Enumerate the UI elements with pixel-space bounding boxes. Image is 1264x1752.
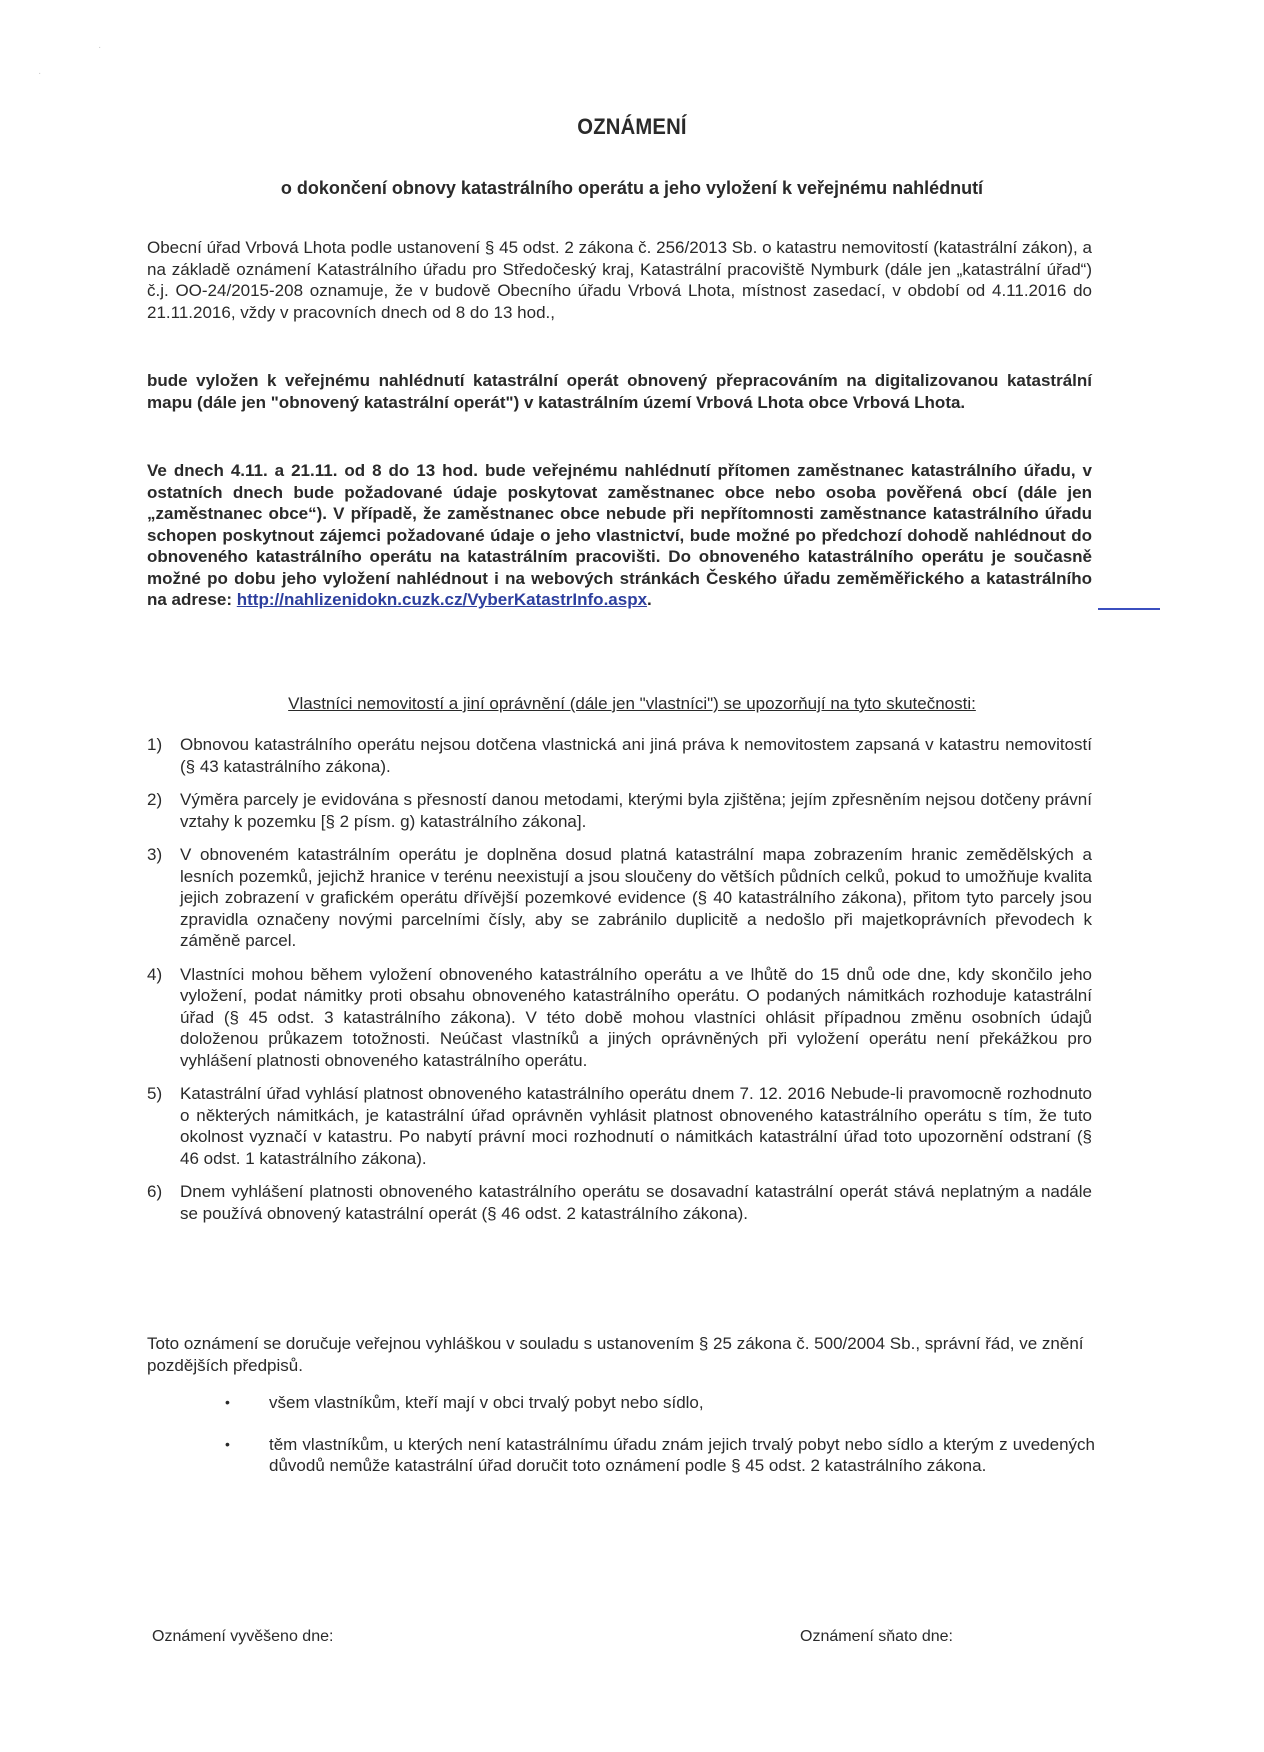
bold-paragraph-details	[147, 460, 1092, 611]
bullet-item	[225, 1434, 1095, 1477]
bullet-item-text: těm vlastníkům, u kterých není katastrálnímu úřadu znám jejich trvalý pobyt nebo sídlo a kterým z uvedených důvodů nemůže katastrální úřad doručit toto oznámení podle § 45 odst. 2 katastrálního zákona.	[269, 1434, 1095, 1475]
list-item-text: Katastrální úřad vyhlásí platnost obnoveného katastrálního operátu dnem 7. 12. 2016 Nebude-li pravomocně rozhodnuto o některých námitkách, je katastrální úřad oprávněn vyhlásit platnost obnoveného katastrálního operátu s tím, že tuto okolnost vyznačí v katastru. Po nabytí právní moci rozhodnutí o námitkách katastrální úřad toto upozornění odstraní (§ 46 odst. 1 katastrálního zákona).	[180, 1084, 1092, 1168]
scan-artifact: ·	[98, 42, 102, 53]
list-item	[147, 789, 1092, 832]
list-item-text: V obnoveném katastrálním operátu je doplněna dosud platná katastrální mapa zobrazením hranic zemědělských a lesních pozemků, jejichž hranice v terénu neexistují a jsou sloučeny do větších půdních celků, pokud to umožňuje kvalita jejich zobrazení v grafickém operátu dřívější pozemkové evidence (§ 40 katastrálního zákona), přitom tyto parcely jsou zpravidla označeny novými parcelními čísly, aby se zabránilo duplicitě a nedošlo při majetkoprávních převodech k záměně parcel.	[180, 845, 1092, 950]
list-number: 1)	[147, 735, 163, 754]
bullet-icon: •	[225, 1394, 230, 1410]
list-number: 4)	[147, 964, 163, 984]
notice-heading: Vlastníci nemovitostí a jiní oprávnění (dále jen "vlastníci") se upozorňují na tyto skutečnosti:	[288, 694, 976, 713]
list-number: 6)	[147, 1182, 163, 1201]
list-number: 2)	[147, 790, 163, 809]
list-item-text: Obnovou katastrálního operátu nejsou dotčena vlastnická ani jiná práva k nemovitostem zapsaná v katastru nemovitostí (§ 43 katastrálního zákona).	[180, 735, 1092, 776]
link-suffix: .	[647, 590, 652, 609]
intro-paragraph: Obecní úřad Vrbová Lhota podle ustanovení § 45 odst. 2 zákona č. 256/2013 Sb. o katastru nemovitostí (katastrální zákon), a na základě oznámení Katastrálního úřadu pro Středočeský kraj, Katastrální pracoviště Nymburk (dále jen „katastrální úřad“) č.j. OO-24/2015-208 oznamuje, že v budově Obecního úřadu Vrbová Lhota, místnost zasedací, v období od 4.11.2016 do 21.11.2016, vždy v pracovních dnech od 8 do 13 hod.,	[147, 238, 1092, 322]
bold-paragraph-display: bude vyložen k veřejnému nahlédnutí katastrální operát obnovený přepracováním na digitalizovanou katastrální mapu (dále jen "obnovený katastrální operát") v katastrálním území Vrbová Lhota obce Vrbová Lhota.	[147, 371, 1092, 412]
bullet-item	[225, 1392, 1095, 1414]
scan-artifact: ·	[38, 68, 42, 79]
list-item	[147, 844, 1092, 952]
removed-date-label: Oznámení sňato dne:	[800, 1628, 953, 1645]
bullet-list	[225, 1392, 1095, 1497]
list-item	[147, 964, 1092, 1072]
list-number: 3)	[147, 845, 163, 864]
list-item-text: Vlastníci mohou během vyložení obnoveného katastrálního operátu a ve lhůtě do 15 dnů ode dne, kdy skončilo jeho vyložení, podat námitky proti obsahu obnoveného katastrálního operátu. O podaných námitkách rozhoduje katastrální úřad (§ 45 odst. 3 katastrálního zákona). V této době mohou vlastníci ohlásit případnou změnu osobních údajů doloženou průkazem totožnosti. Neúčast vlastníků a jiných oprávněných při vyložení operátu není překážkou pro vyhlášení platnosti obnoveného katastrálního operátu.	[180, 964, 1092, 1070]
cuzk-link[interactable]: http://nahlizenidokn.cuzk.cz/VyberKatastrInfo.aspx	[236, 590, 648, 609]
document-subtitle: o dokončení obnovy katastrálního operátu a jeho vyložení k veřejnému nahlédnutí	[280, 178, 984, 198]
bold-paragraph-details-text: Ve dnech 4.11. a 21.11. od 8 do 13 hod. bude veřejnému nahlédnutí přítomen zaměstnanec katastrálního úřadu, v ostatních dnech bude požadované údaje poskytovat zaměstnanec obce nebo osoba pověřená obcí (dále jen „zaměstnanec obce“). V případě, že zaměstnanec obce nebude při nepřítomnosti zaměstnance katastrálního úřadu schopen poskytnout zájemci požadované údaje o jeho vlastnictví, bude možné po předchozí dohodě nahlédnout do obnoveného katastrálního operátu na katastrálním pracovišti. Do obnoveného katastrálního operátu je současně možné po dobu jeho vyložení nahlédnout i na webových stránkách Českého úřadu zeměměřického a katastrálního na adrese:	[147, 461, 1092, 609]
bullet-icon: •	[225, 1435, 230, 1452]
bullet-item-text: všem vlastníkům, kteří mají v obci trvalý pobyt nebo sídlo,	[269, 1393, 704, 1412]
closing-paragraph: Toto oznámení se doručuje veřejnou vyhláškou v souladu s ustanovením § 25 zákona č. 500/2004 Sb., správní řád, ve znění pozdějších předpisů.	[147, 1334, 1084, 1375]
list-item-text: Výměra parcely je evidována s přesností danou metodami, kterými byla zjištěna; jejím zpřesněním nejsou dotčeny právní vztahy k pozemku [§ 2 písm. g) katastrálního zákona].	[180, 790, 1092, 831]
document-title: OZNÁMENÍ	[577, 114, 687, 139]
posted-date-label: Oznámení vyvěšeno dne:	[152, 1628, 334, 1645]
list-item	[147, 734, 1092, 777]
list-number: 5)	[147, 1084, 163, 1103]
list-item	[147, 1181, 1092, 1224]
list-item	[147, 1083, 1092, 1169]
blank-line	[1098, 608, 1160, 610]
numbered-list	[147, 734, 1092, 1236]
list-item-text: Dnem vyhlášení platnosti obnoveného katastrálního operátu se dosavadní katastrální operát stává neplatným a nadále se používá obnovený katastrální operát (§ 46 odst. 2 katastrálního zákona).	[180, 1182, 1092, 1223]
